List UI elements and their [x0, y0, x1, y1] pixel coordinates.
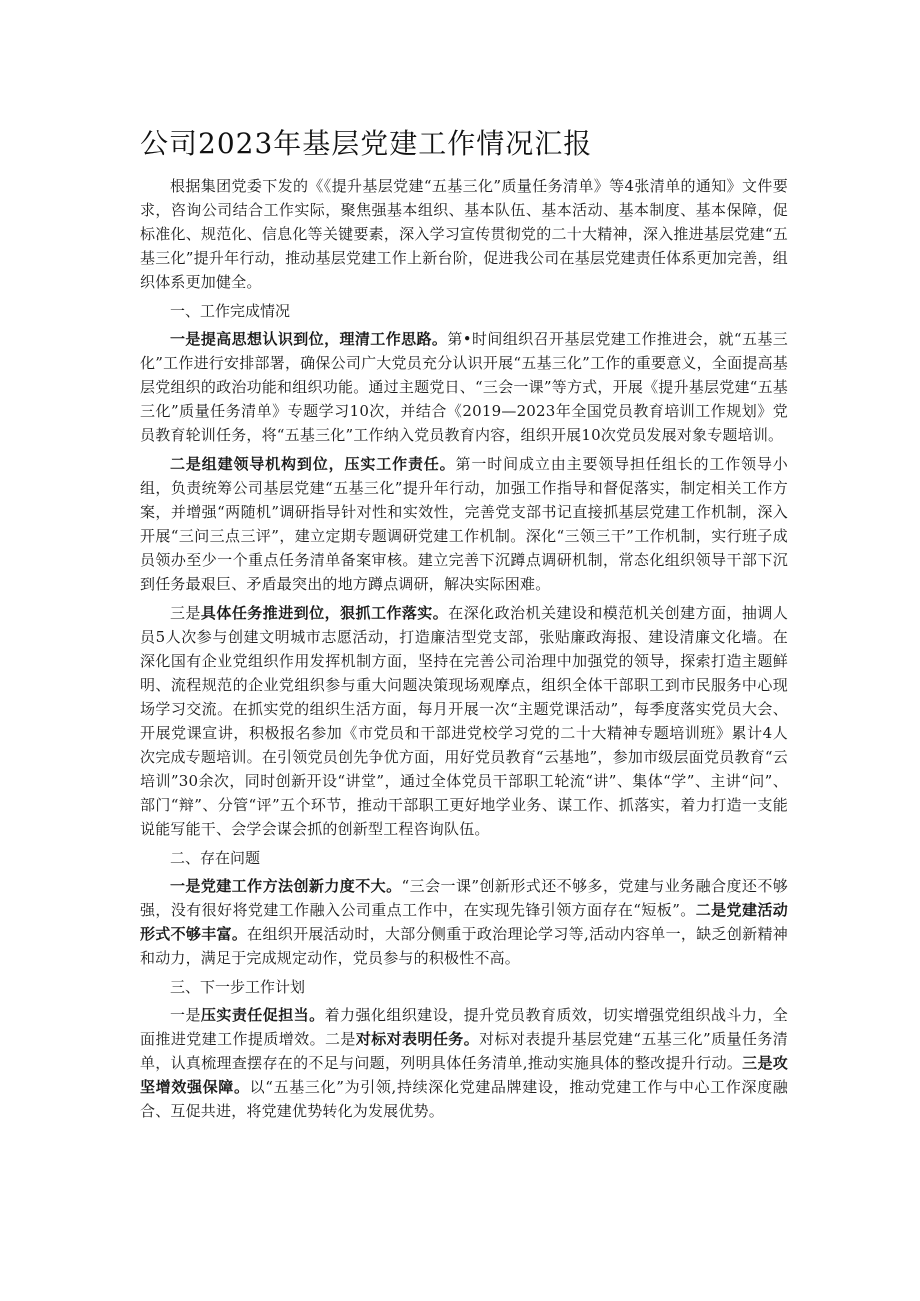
- section1-p3-lead: 具体任务推进到位，狠抓工作落实。: [200, 604, 449, 622]
- section1-p2-lead: 二是组建领导机构到位，压实工作责任。: [170, 455, 456, 473]
- section3-p1-lead: 压实责任促担当。: [200, 1006, 325, 1024]
- section1-p2-text: 第一时间成立由主要领导担任组长的工作领导小组，负责统筹公司基层党建“五基三化”提升年行动，加强工作指导和督促落实，制定相关工作方案，并增强“两随机”调研指导针对性和实效性，完善党支部书记直接抓基层党建工作机制，深入开展“三问三点三评”，建立定期专题调研党建工作机制。深化“三领三干”工作机制，实行班子成员领办至少一个重点任务清单备案审核。建立完善下沉蹲点调研机制，常态化组织领导干部下沉到任务最艰巨、矛盾最突出的地方蹲点调研，解决实际困难。: [140, 455, 789, 593]
- section3-paragraph-1: [140, 1003, 788, 1123]
- section2-p1-lead: 一是党建工作方法创新力度不大。: [170, 877, 402, 895]
- section3-p1-prefix: 一是: [170, 1006, 201, 1024]
- section1-paragraph-3: [140, 601, 788, 841]
- section2-paragraph-1: [140, 874, 788, 970]
- section1-paragraph-2: [140, 452, 788, 596]
- section2-p1-text2: 在组织开展活动时，大部分侧重于政治理论学习等,活动内容单一，缺乏创新精神和动力，满足于完成规定动作，党员参与的积极性不高。: [140, 925, 788, 967]
- section-heading-problems: 二、存在问题: [170, 849, 261, 867]
- section1-paragraph-1: [140, 327, 788, 447]
- section3-p1-lead2: 对标对表明任务。: [355, 1030, 480, 1048]
- section-heading-work-completion: 一、工作完成情况: [170, 302, 291, 320]
- document-page: [140, 122, 788, 1128]
- section3-p1-text3: 以“五基三化”为引领,持续深化党建品牌建设，推动党建工作与中心工作深度融合、互促共进，将党建优势转化为发展优势。: [140, 1078, 789, 1120]
- section3-p1-text: 着力强化组织建设，提升党员教育质效，切实增强党组织战斗力，全面推进党建工作提质增效。二是: [140, 1006, 788, 1048]
- section2-p1-text: “三会一课”创新形式还不够多，党建与业务融合度还不够强，没有很好将党建工作融入公司重点工作中，在实现先锋引领方面存在“短板”。: [140, 877, 788, 919]
- section1-p1-lead: 一是提高思想认识到位，理清工作思路。: [170, 330, 448, 348]
- intro-paragraph: 根据集团党委下发的《《提升基层党建“五基三化”质量任务清单》等4张清单的通知》文件要求，咨询公司结合工作实际，聚焦强基本组织、基本队伍、基本活动、基本制度、基本保障，促标准化、规范化、信息化等关键要素，深入学习宣传贯彻党的二十大精神，深入推进基层党建“五基三化”提升年行动，推动基层党建工作上新台阶，促进我公司在基层党建责任体系更加完善，组织体系更加健全。: [140, 177, 788, 291]
- section2-p1-lead2: 二是党建活动形式不够丰富。: [140, 901, 788, 943]
- section1-p3-text: 在深化政治机关建设和模范机关创建方面，抽调人员5人次参与创建文明城市志愿活动，打造廉洁型党支部，张贴廉政海报、建设清廉文化墙。在深化国有企业党组织作用发挥机制方面，坚持在完善公司治理中加强党的领导，探索打造主题鲜明、流程规范的企业党组织参与重大问题决策现场观摩点，组织全体干部职工到市民服务中心现场学习交流。在抓实党的组织生活方面，每月开展一次“主题党课活动”，每季度落实党员大会、开展党课宣讲，积极报名参加《市党员和干部进党校学习党的二十大精神专题培训班》累计4人次完成专题培训。在引领党员创先争优方面，用好党员教育“云基地”，参加市级层面党员教育“云培训”30余次，同时创新开设“讲堂”，通过全体党员干部职工轮流“讲”、集体“学”、主讲“问”、部门“辩”、分管“评”五个环节，推动干部职工更好地学业务、谋工作、抓落实，着力打造一支能说能写能干、会学会谋会抓的创新型工程咨询队伍。: [140, 604, 789, 838]
- document-title: 公司2023年基层党建工作情况汇报: [140, 127, 593, 160]
- section1-p1-text: 第•时间组织召开基层党建工作推进会，就“五基三化”工作进行安排部署，确保公司广大党员充分认识开展“五基三化”工作的重要意义，全面提高基层党组织的政治功能和组织功能。通过主题党日、“三会一课”等方式，开展《提升基层党建“五基三化”质量任务清单》专题学习10次，并结合《2019—2023年全国党员教育培训工作规划》党员教育轮训任务，将“五基三化”工作纳入党员教育内容，组织开展10次党员发展对象专题培训。: [140, 330, 788, 444]
- section3-p1-text2: 对标对表提升基层党建“五基三化”质量任务清单，认真梳理查摆存在的不足与问题，列明具体任务清单,推动实施具体的整改提升行动。: [140, 1030, 788, 1072]
- section-heading-next-plan: 三、下一步工作计划: [170, 978, 306, 996]
- section1-p3-prefix: 三是: [170, 604, 201, 622]
- section3-p1-lead3: 三是攻坚增效强保障。: [140, 1054, 788, 1096]
